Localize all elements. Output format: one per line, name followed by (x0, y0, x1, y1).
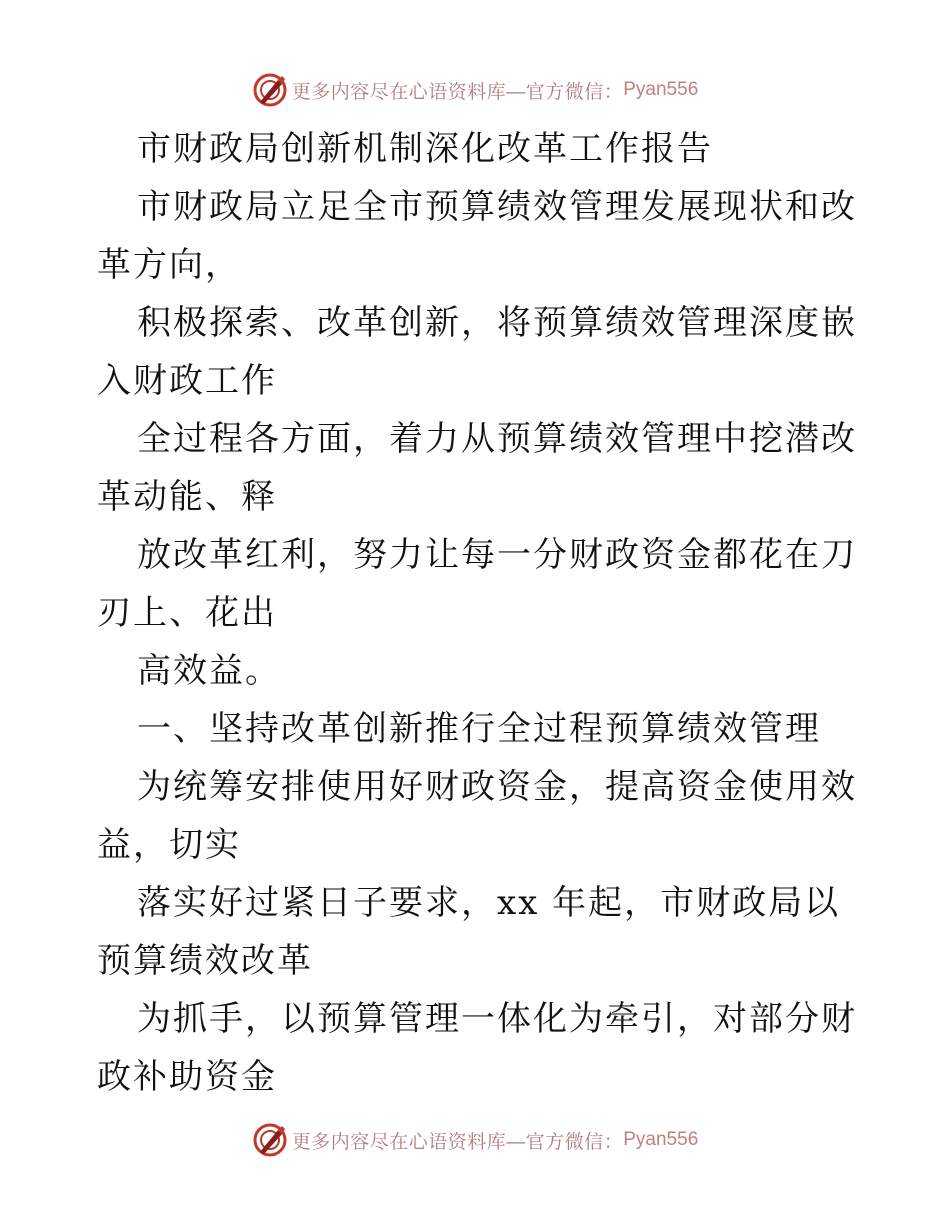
footer-banner-text: 更多内容尽在心语资料库—官方微信： (291, 1131, 624, 1153)
document-body (97, 120, 857, 1106)
paragraph-line: 落实好过紧日子要求，xx 年起，市财政局以预算绩效改革 (97, 883, 841, 981)
header-banner-text: 更多内容尽在心语资料库—官方微信： (291, 81, 624, 103)
paragraph-line: 积极探索、改革创新，将预算绩效管理深度嵌入财政工作 (97, 303, 857, 401)
footer-watermark-banner (0, 1120, 950, 1160)
paragraph-line: 为统筹安排使用好财政资金，提高资金使用效益，切实 (97, 767, 857, 865)
footer-banner-wechat-id: Pyan556 (623, 1129, 699, 1150)
paragraph-line: 市财政局立足全市预算绩效管理发展现状和改革方向， (97, 187, 857, 285)
pen-seal-logo-icon (252, 1122, 288, 1158)
document-title: 市财政局创新机制深化改革工作报告 (137, 129, 713, 169)
paragraph-line: 全过程各方面，着力从预算绩效管理中挖潜改革动能、释 (97, 419, 857, 517)
paragraph-line: 为抓手，以预算管理一体化为牵引，对部分财政补助资金 (97, 999, 857, 1097)
header-banner-wechat-id: Pyan556 (623, 79, 699, 100)
header-watermark-banner (0, 70, 950, 110)
section-heading: 一、坚持改革创新推行全过程预算绩效管理 (137, 709, 821, 749)
paragraph-line: 高效益。 (137, 651, 281, 691)
paragraph-line: 放改革红利，努力让每一分财政资金都花在刀刃上、花出 (97, 535, 857, 633)
pen-seal-logo-icon (252, 72, 288, 108)
